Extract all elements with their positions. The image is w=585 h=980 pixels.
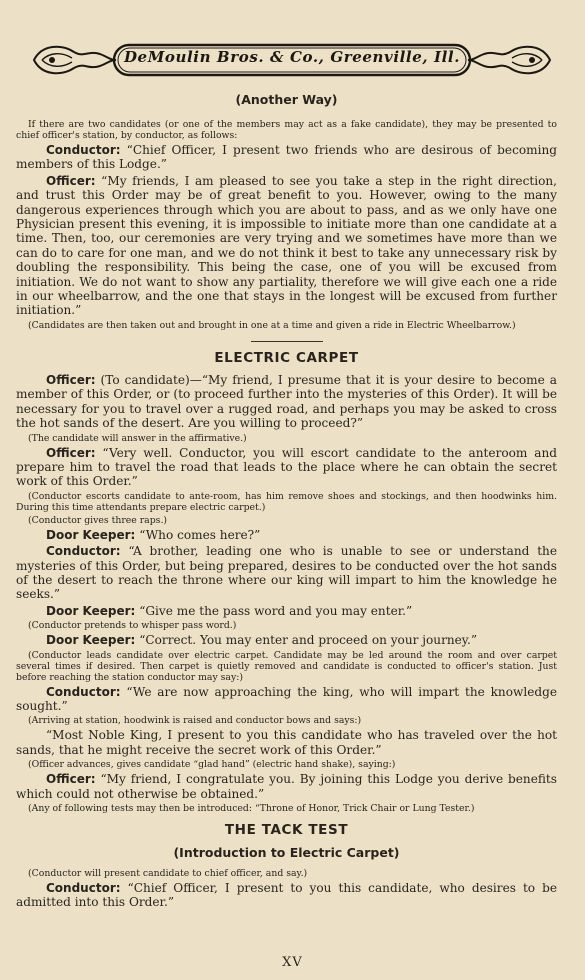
dialogue-text: “Very well. Conductor, you will escort candidate to the anteroom and prepare him to travel the road that leads to the place where he can obtain the secret work of this Order.” bbox=[16, 445, 557, 489]
section-heading-electric-carpet: ELECTRIC CARPET bbox=[214, 349, 359, 366]
header-banner bbox=[28, 40, 556, 80]
dialogue-paragraph bbox=[16, 881, 557, 910]
dialogue-paragraph bbox=[16, 772, 557, 801]
speaker-label: Conductor: bbox=[46, 684, 121, 699]
speaker-label: Door Keeper: bbox=[46, 633, 136, 648]
dialogue-text: “A brother, leading one who is unable to see or understand the mysteries of this Order, but being prepared, desires to be conducted over the hot sands of the desert to reach the throne where our king will impart to him the knowledge he seeks.” bbox=[16, 544, 557, 602]
dialogue-paragraph bbox=[16, 604, 557, 618]
stage-direction: (Conductor escorts candidate to ante-room, has him remove shoes and stockings, and then hoodwinks him. During this time attendants prepare electric carpet.) bbox=[16, 490, 557, 513]
dialogue-paragraph: “Most Noble King, I present to you this candidate who has traveled over the hot sands, that he might receive the secret work of this Order.” bbox=[16, 728, 557, 757]
speaker-label: Officer: bbox=[46, 772, 96, 787]
dialogue-text: “Chief Officer, I present to you this candidate, who desires to be admitted into this Order.” bbox=[16, 881, 557, 910]
banner-title: DeMoulin Bros. & Co., Greenville, Ill. bbox=[123, 48, 461, 66]
stage-direction: (Conductor gives three raps.) bbox=[28, 514, 168, 526]
speaker-label: Door Keeper: bbox=[46, 527, 136, 542]
dialogue-paragraph bbox=[16, 143, 557, 172]
page-content bbox=[16, 92, 557, 912]
section-heading-tack-test: THE TACK TEST bbox=[224, 822, 349, 838]
dialogue-text: “Give me the pass word and you may enter.” bbox=[135, 603, 413, 618]
dialogue-paragraph bbox=[16, 633, 557, 647]
dialogue-paragraph bbox=[16, 174, 557, 318]
dialogue-text: “Correct. You may enter and proceed on your journey.” bbox=[135, 633, 478, 648]
section-heading-another-way: (Another Way) bbox=[235, 92, 338, 107]
stage-direction: If there are two candidates (or one of the members may act as a fake candidate), they may be presented to chief officer's station, by conductor, as follows: bbox=[16, 119, 557, 141]
speaker-label: Conductor: bbox=[46, 544, 121, 559]
speaker-label: Officer: bbox=[46, 445, 96, 460]
speaker-label: Officer: bbox=[46, 372, 96, 387]
dialogue-text: “We are now approaching the king, who will impart the knowledge sought.” bbox=[16, 684, 557, 713]
stage-direction: (The candidate will answer in the affirmative.) bbox=[28, 432, 247, 444]
dialogue-paragraph bbox=[16, 373, 557, 431]
dialogue-text: “My friends, I am pleased to see you take a step in the right direction, and trust this Order may be of great benefit to you. However, owing to the many dangerous experiences through which you are about to pass, and as we only have one Physician present this evening, it is impossible to initiate more than one candidate at a time. Then, too, our ceremonies are very trying and we sometimes have more than we can do to care for one man, and we do not think it best to take any unnecessary risk by doubling the responsibility. This being the case, one of you will be excused from initiation. We do not want to show any partiality, therefore we will give each one a ride in our wheelbarrow, and the one that stays in the longest will be excused from further initiation.” bbox=[16, 173, 557, 318]
dialogue-text: “Who comes here?” bbox=[135, 527, 261, 542]
speaker-label: Officer: bbox=[46, 173, 96, 188]
dialogue-paragraph bbox=[16, 528, 557, 542]
section-subheading: (Introduction to Electric Carpet) bbox=[173, 845, 400, 860]
stage-direction: (Conductor leads candidate over electric carpet. Candidate may be led around the room and over carpet several times if desired. Then carpet is quietly removed and candidate is conducted to officer's station. Just before reaching the station conductor may say:) bbox=[16, 649, 557, 683]
stage-direction: (Conductor will present candidate to chief officer, and say.) bbox=[28, 868, 308, 879]
dialogue-paragraph bbox=[16, 446, 557, 489]
stage-direction: (Conductor pretends to whisper pass word.) bbox=[28, 620, 237, 632]
dialogue-text: “My friend, I congratulate you. By joining this Lodge you derive benefits which could not otherwise be obtained.” bbox=[16, 772, 557, 801]
section-divider bbox=[251, 341, 323, 342]
dialogue-text: (To candidate)—“My friend, I presume that it is your desire to become a member of this Order, or (to proceed further into the mysteries of this Order). It will be necessary for you to travel over a rugged road, and perhaps you may be asked to cross the hot sands of the desert. Are you willing to proceed?” bbox=[16, 372, 557, 431]
speaker-label: Door Keeper: bbox=[46, 603, 136, 618]
stage-direction: (Officer advances, gives candidate “glad hand” (electric hand shake), saying:) bbox=[28, 759, 396, 771]
dialogue-text: “Chief Officer, I present two friends who are desirous of becoming members of this Lodge.” bbox=[16, 143, 557, 172]
dialogue-paragraph bbox=[16, 544, 557, 602]
stage-direction: (Any of following tests may then be introduced: “Throne of Honor, Trick Chair or Lung Tester.) bbox=[28, 803, 475, 814]
dialogue-paragraph bbox=[16, 685, 557, 714]
stage-direction: (Arriving at station, hoodwink is raised and conductor bows and says:) bbox=[28, 715, 362, 727]
page-number: XV bbox=[282, 955, 303, 970]
speaker-label: Conductor: bbox=[46, 881, 121, 895]
stage-direction: (Candidates are then taken out and brought in one at a time and given a ride in Electric Wheelbarrow.) bbox=[28, 319, 516, 331]
speaker-label: Conductor: bbox=[46, 143, 121, 157]
